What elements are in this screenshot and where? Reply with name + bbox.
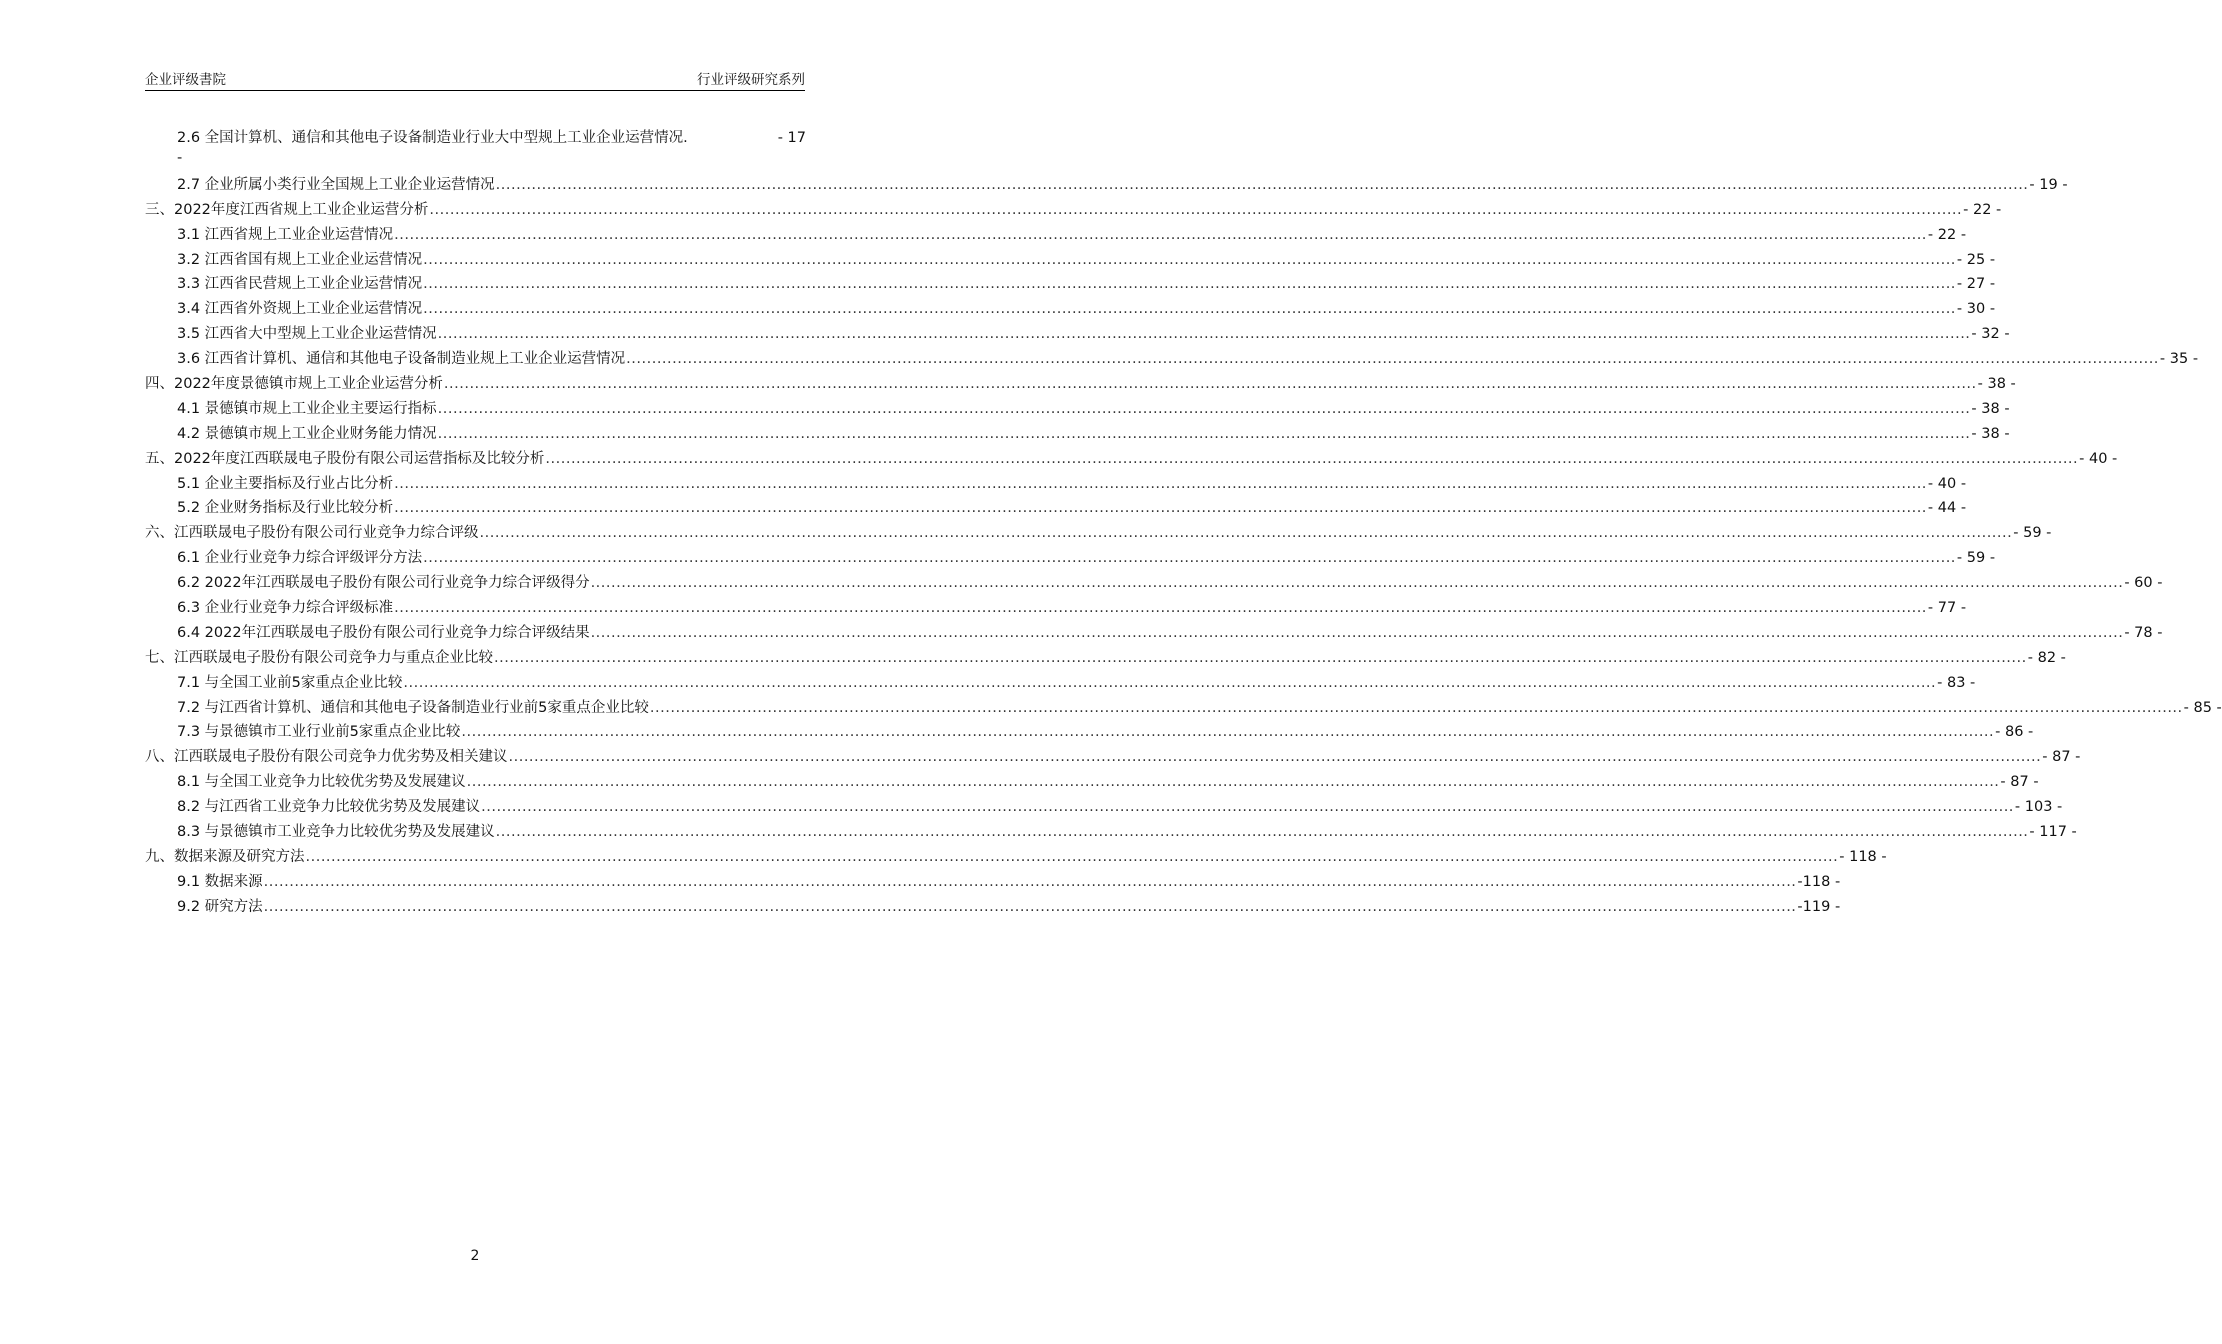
- toc-entry-title: 五、2022年度江西联晟电子股份有限公司运营指标及比较分析: [145, 450, 545, 467]
- toc-entry-page: - 60 -: [2124, 575, 2163, 592]
- toc-leader-dots: ............................................................................................................................................................................................................................................................................................................: [495, 824, 2029, 841]
- toc-leader-dots: ............................................................................................................................................................................................................................................................................................................: [466, 774, 2000, 791]
- toc-entry-page: - 22 -: [1963, 201, 2002, 218]
- toc-leader-dots: ............................................................................................................................................................................................................................................................................................................: [443, 376, 1977, 393]
- toc-entry-page: - 38 -: [1971, 425, 2010, 442]
- toc-entry-title: 九、数据来源及研究方法: [145, 848, 305, 865]
- toc-entry[interactable]: [145, 642, 2066, 667]
- toc-entry-page: - 77 -: [1927, 600, 1967, 617]
- toc-entry-page: - 103 -: [2014, 799, 2063, 816]
- toc-leader-dots: ............................................................................................................................................................................................................................................................................................................: [437, 425, 1971, 442]
- toc-entry[interactable]: [145, 418, 2010, 443]
- toc-entry-title: 2.7 企业所属小类行业全国规上工业企业运营情况: [177, 176, 495, 193]
- toc-entry-title: 3.2 江西省国有规上工业企业运营情况: [177, 251, 423, 268]
- toc-entry[interactable]: [145, 517, 2052, 542]
- toc-entry-page: - 87 -: [2000, 774, 2039, 791]
- toc-entry-page-continuation: -: [177, 150, 183, 166]
- toc-leader-dots: ............................................................................................................................................................................................................................................................................................................: [263, 898, 1797, 915]
- toc-entry-title: 8.2 与江西省工业竞争力比较优劣势及发展建议: [177, 799, 481, 816]
- toc-entry[interactable]: [145, 343, 2199, 368]
- toc-entry-title: 3.6 江西省计算机、通信和其他电子设备制造业规上工业企业运营情况: [177, 351, 626, 368]
- toc-leader-dots: ............................................................................................................................................................................................................................................................................................................: [590, 575, 2124, 592]
- table-of-contents: [145, 126, 2222, 916]
- toc-entry-page: - 17: [777, 130, 806, 146]
- toc-leader-dots: ............................................................................................................................................................................................................................................................................................................: [494, 649, 2027, 666]
- toc-leader-dots: ............................................................................................................................................................................................................................................................................................................: [649, 699, 2183, 716]
- toc-entry-page: - 78 -: [2124, 624, 2163, 641]
- toc-entry-page: - 40 -: [2079, 450, 2118, 467]
- toc-entry[interactable]: [145, 244, 1996, 269]
- toc-entry[interactable]: [145, 692, 2222, 717]
- toc-entry-page: - 38 -: [1977, 376, 2016, 393]
- toc-entry-title: 4.2 景德镇市规上工业企业财务能力情况: [177, 425, 437, 442]
- toc-entry-page: - 87 -: [2042, 749, 2081, 766]
- toc-entry[interactable]: [145, 816, 2077, 841]
- toc-entry[interactable]: [145, 717, 2034, 742]
- toc-entry-title: 9.1 数据来源: [177, 873, 263, 890]
- toc-entry[interactable]: [145, 194, 2002, 219]
- toc-leader-dots: ............................................................................................................................................................................................................................................................................................................: [437, 326, 1971, 343]
- toc-leader-dots: ............................................................................................................................................................................................................................................................................................................: [394, 475, 1927, 492]
- toc-entry-title: 7.3 与景德镇市工业行业前5家重点企业比较: [177, 724, 461, 741]
- toc-entry-page: - 22 -: [1927, 226, 1967, 243]
- toc-entry[interactable]: [145, 293, 1996, 318]
- toc-entry[interactable]: [145, 169, 2068, 194]
- toc-entry-title: 9.2 研究方法: [177, 898, 263, 915]
- header-left-title: 企业评级書院: [145, 72, 226, 88]
- toc-entry-page: - 83 -: [1937, 674, 1976, 691]
- toc-entry[interactable]: [145, 841, 1887, 866]
- toc-leader-dots: ............................................................................................................................................................................................................................................................................................................: [461, 724, 1995, 741]
- toc-entry-page: - 85 -: [2183, 699, 2222, 716]
- toc-leader-dots: ............................................................................................................................................................................................................................................................................................................: [495, 176, 2029, 193]
- toc-entry-title: 6.1 企业行业竞争力综合评级评分方法: [177, 550, 423, 567]
- toc-leader-dots: ............................................................................................................................................................................................................................................................................................................: [479, 525, 2013, 542]
- toc-entry-title: 7.2 与江西省计算机、通信和其他电子设备制造业行业前5家重点企业比较: [177, 699, 649, 716]
- toc-entry-title: 6.2 2022年江西联晟电子股份有限公司行业竞争力综合评级得分: [177, 575, 590, 592]
- toc-entry[interactable]: [145, 542, 1996, 567]
- toc-entry-page: -118 -: [1797, 873, 1841, 890]
- toc-entry-page: -119 -: [1797, 898, 1841, 915]
- toc-entry-page: - 117 -: [2029, 824, 2077, 841]
- toc-leader-dots: ............................................................................................................................................................................................................................................................................................................: [403, 674, 1937, 691]
- toc-entry[interactable]: [145, 443, 2118, 468]
- toc-entry[interactable]: [145, 468, 1967, 493]
- toc-entry-title: 七、江西联晟电子股份有限公司竞争力与重点企业比较: [145, 649, 493, 666]
- toc-entry[interactable]: [145, 393, 2010, 418]
- toc-entry[interactable]: [145, 766, 2039, 791]
- toc-leader-dots: ............................................................................................................................................................................................................................................................................................................: [423, 301, 1956, 318]
- toc-entry[interactable]: [145, 567, 2163, 592]
- toc-entry-title: 8.3 与景德镇市工业竞争力比较优劣势及发展建议: [177, 824, 495, 841]
- toc-entry[interactable]: [145, 493, 1967, 518]
- page-header: [145, 66, 805, 91]
- toc-entry-title: 3.1 江西省规上工业企业运营情况: [177, 226, 394, 243]
- toc-entry-title: 6.4 2022年江西联晟电子股份有限公司行业竞争力综合评级结果: [177, 624, 590, 641]
- toc-entry[interactable]: [145, 667, 1976, 692]
- toc-entry[interactable]: [145, 318, 2010, 343]
- toc-leader-dots: ............................................................................................................................................................................................................................................................................................................: [626, 351, 2159, 368]
- toc-entry-page: - 59 -: [2013, 525, 2052, 542]
- toc-entry-title: 3.3 江西省民营规上工业企业运营情况: [177, 276, 423, 293]
- toc-entry[interactable]: [145, 866, 1841, 891]
- toc-entry[interactable]: [145, 269, 1996, 294]
- toc-entry-title: 5.2 企业财务指标及行业比较分析: [177, 500, 394, 517]
- toc-leader-dots: ............................................................................................................................................................................................................................................................................................................: [590, 624, 2124, 641]
- toc-leader-dots: ............................................................................................................................................................................................................................................................................................................: [394, 600, 1927, 617]
- toc-entry-title: 2.6 全国计算机、通信和其他电子设备制造业行业大中型规上工业企业运营情况.: [177, 130, 688, 146]
- toc-entry-page: - 19 -: [2029, 176, 2068, 193]
- toc-entry-page: - 118 -: [1839, 848, 1887, 865]
- toc-entry-title: 四、2022年度景德镇市规上工业企业运营分析: [145, 376, 443, 393]
- toc-entry-title: 6.3 企业行业竞争力综合评级标准: [177, 600, 394, 617]
- toc-leader-dots: ............................................................................................................................................................................................................................................................................................................: [394, 226, 1927, 243]
- toc-entry[interactable]: [145, 219, 1967, 244]
- toc-entry[interactable]: [145, 891, 1841, 916]
- toc-entry-page: - 30 -: [1956, 301, 1996, 318]
- toc-leader-dots: ............................................................................................................................................................................................................................................................................................................: [508, 749, 2042, 766]
- toc-entry-page: - 38 -: [1971, 400, 2010, 417]
- toc-leader-dots: ............................................................................................................................................................................................................................................................................................................: [305, 848, 1839, 865]
- toc-entry-page: - 25 -: [1956, 251, 1996, 268]
- toc-entry-page: - 32 -: [1971, 326, 2010, 343]
- toc-entry-page: - 35 -: [2159, 351, 2199, 368]
- header-right-title: 行业评级研究系列: [697, 72, 805, 88]
- toc-leader-dots: ............................................................................................................................................................................................................................................................................................................: [263, 873, 1797, 890]
- toc-entry-title: 5.1 企业主要指标及行业占比分析: [177, 475, 394, 492]
- toc-leader-dots: ............................................................................................................................................................................................................................................................................................................: [423, 276, 1956, 293]
- toc-entry-page: - 27 -: [1956, 276, 1996, 293]
- toc-entry[interactable]: [145, 592, 1967, 617]
- toc-entry[interactable]: [145, 741, 2081, 766]
- toc-leader-dots: ............................................................................................................................................................................................................................................................................................................: [545, 450, 2079, 467]
- toc-entry-page: - 82 -: [2027, 649, 2066, 666]
- toc-entry-title: 八、江西联晟电子股份有限公司竞争力优劣势及相关建议: [145, 749, 508, 766]
- toc-entry[interactable]: [145, 791, 2063, 816]
- toc-entry-page: - 44 -: [1927, 500, 1967, 517]
- toc-entry-title: 3.5 江西省大中型规上工业企业运营情况: [177, 326, 437, 343]
- toc-entry-title: 六、江西联晟电子股份有限公司行业竞争力综合评级: [145, 525, 479, 542]
- toc-entry[interactable]: [145, 368, 2016, 393]
- toc-entry[interactable]: [145, 617, 2163, 642]
- toc-leader-dots: ............................................................................................................................................................................................................................................................................................................: [423, 550, 1956, 567]
- toc-leader-dots: ............................................................................................................................................................................................................................................................................................................: [423, 251, 1956, 268]
- toc-entry-page: - 86 -: [1995, 724, 2034, 741]
- toc-leader-dots: ............................................................................................................................................................................................................................................................................................................: [394, 500, 1927, 517]
- toc-entry[interactable]: [145, 126, 806, 169]
- toc-entry-page: - 40 -: [1927, 475, 1967, 492]
- toc-entry-title: 8.1 与全国工业竞争力比较优劣势及发展建议: [177, 774, 466, 791]
- toc-entry-page: - 59 -: [1956, 550, 1996, 567]
- toc-entry-title: 7.1 与全国工业前5家重点企业比较: [177, 674, 403, 691]
- toc-leader-dots: ............................................................................................................................................................................................................................................................................................................: [481, 799, 2014, 816]
- toc-leader-dots: ............................................................................................................................................................................................................................................................................................................: [437, 400, 1971, 417]
- toc-entry-title: 3.4 江西省外资规上工业企业运营情况: [177, 301, 423, 318]
- toc-entry-title: 4.1 景德镇市规上工业企业主要运行指标: [177, 400, 437, 417]
- toc-entry-title: 三、2022年度江西省规上工业企业运营分析: [145, 201, 429, 218]
- page-number: 2: [470, 1248, 480, 1264]
- toc-leader-dots: ............................................................................................................................................................................................................................................................................................................: [429, 201, 1963, 218]
